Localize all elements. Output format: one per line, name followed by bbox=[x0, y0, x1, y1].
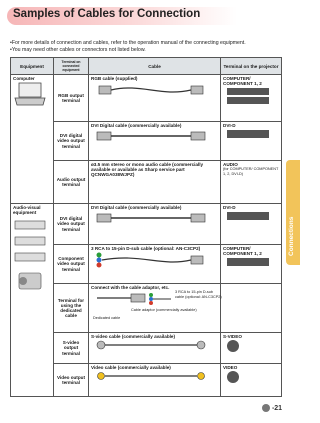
header-terminal-equipment: Terminal on connected equipment bbox=[54, 58, 89, 75]
projector-cell bbox=[221, 284, 282, 333]
vga-port-icon bbox=[223, 256, 273, 268]
projector-sublabel: (for COMPUTER/ COMPONENT 1, 2, DVI-D) bbox=[223, 167, 279, 176]
terminal-cell: Terminal for using the dedicated cable bbox=[54, 284, 89, 333]
section-tab bbox=[286, 160, 300, 265]
cable-label: RGB cable (supplied) bbox=[91, 76, 138, 81]
terminal-cell: Video output terminal bbox=[54, 364, 89, 397]
projector-cell bbox=[221, 333, 282, 364]
cable-cell bbox=[89, 204, 221, 245]
equipment-computer bbox=[11, 75, 54, 204]
projector-cell bbox=[221, 161, 282, 204]
video-port-icon bbox=[223, 370, 243, 384]
projector-label: AUDIO bbox=[223, 162, 238, 167]
page-badge-icon bbox=[262, 404, 270, 412]
terminal-cell: Component video output terminal bbox=[54, 245, 89, 284]
cable-table bbox=[10, 57, 282, 397]
cable-cell bbox=[89, 333, 221, 364]
dvi-cable-icon bbox=[91, 128, 211, 144]
projector-cell bbox=[221, 75, 282, 122]
cable-cell bbox=[89, 122, 221, 161]
projector-cell bbox=[221, 364, 282, 397]
table-header-row bbox=[11, 58, 282, 75]
rca-note: 3 RCA to 15-pin D-sub cable (optional: AN-C3CP2) bbox=[175, 290, 222, 299]
projector-cell bbox=[221, 245, 282, 284]
terminal-cell: RGB output terminal bbox=[54, 75, 89, 122]
equipment-audio-visual bbox=[11, 204, 54, 397]
section-tab-label: Connections bbox=[288, 216, 295, 256]
terminal-cell: Audio output terminal bbox=[54, 161, 89, 204]
laptop-icon bbox=[13, 81, 47, 107]
projector-label: COMPUTER/ COMPONENT 1, 2 bbox=[223, 76, 262, 86]
cable-cell bbox=[89, 161, 221, 204]
cable-label: DVI Digital cable (commercially available) bbox=[91, 123, 182, 128]
bullet-notes bbox=[10, 40, 280, 55]
page-title: Samples of Cables for Connection bbox=[13, 8, 201, 20]
rca-cable-icon bbox=[91, 251, 211, 269]
projector-cell bbox=[221, 122, 282, 161]
cable-label: 3 RCA to 15-pin D-sub cable (optional: AN-C3CP2) bbox=[91, 246, 201, 251]
header-terminal-projector: Terminal on the projector bbox=[221, 58, 282, 75]
video-cable-icon bbox=[91, 370, 211, 382]
projector-label: COMPUTER/ COMPONENT 1, 2 bbox=[223, 246, 262, 256]
cable-label: Video cable (commercially available) bbox=[91, 365, 171, 370]
terminal-cell: S-video output terminal bbox=[54, 333, 89, 364]
table-row bbox=[11, 204, 282, 245]
projector-label: DVI-D bbox=[223, 205, 236, 210]
cable-label: ø3.5 mm stereo or mono audio cable (commercially available or available as Sharp service part QCNWGA038WJPZ) bbox=[91, 162, 204, 177]
bullet-note: •You may need other cables or connectors not listed below. bbox=[10, 47, 146, 54]
dedicated-cable-note: Dedicated cable bbox=[93, 316, 121, 320]
vga-port-icon bbox=[223, 86, 273, 106]
cable-cell bbox=[89, 245, 221, 284]
cable-label: Connect with the cable adaptor, etc. bbox=[91, 285, 170, 290]
dvi-port-icon bbox=[223, 128, 273, 140]
projector-label: S-VIDEO bbox=[223, 334, 242, 339]
equipment-label: Computer bbox=[13, 76, 35, 81]
terminal-cell: DVI digital video output terminal bbox=[54, 122, 89, 161]
projector-label: VIDEO bbox=[223, 365, 238, 370]
dvi-cable-icon bbox=[91, 210, 211, 226]
equipment-label: Audio-visual equipment bbox=[13, 205, 41, 215]
adaptor-note: Cable adaptor (commercially available) bbox=[131, 308, 197, 312]
projector-label: DVI-D bbox=[223, 123, 236, 128]
terminal-cell: DVI digital video output terminal bbox=[54, 204, 89, 245]
table-row bbox=[11, 75, 282, 122]
cable-label: S-video cable (commercially available) bbox=[91, 334, 176, 339]
header-equipment: Equipment bbox=[11, 58, 54, 75]
av-devices-icon bbox=[13, 215, 47, 335]
s-video-cable-icon bbox=[91, 339, 211, 351]
header-cable: Cable bbox=[89, 58, 221, 75]
s-video-port-icon bbox=[223, 339, 243, 353]
bullet-note: •For more details of connection and cables, refer to the operation manual of the connecting equipment. bbox=[10, 40, 246, 46]
cable-cell bbox=[89, 75, 221, 122]
cable-label: DVI Digital cable (commercially available) bbox=[91, 205, 182, 210]
projector-cell bbox=[221, 204, 282, 245]
cable-cell bbox=[89, 284, 221, 333]
page-number bbox=[262, 404, 282, 412]
page-number-text: -21 bbox=[271, 404, 283, 412]
dvi-port-icon bbox=[223, 210, 273, 222]
cable-cell bbox=[89, 364, 221, 397]
rgb-cable-icon bbox=[91, 81, 211, 99]
